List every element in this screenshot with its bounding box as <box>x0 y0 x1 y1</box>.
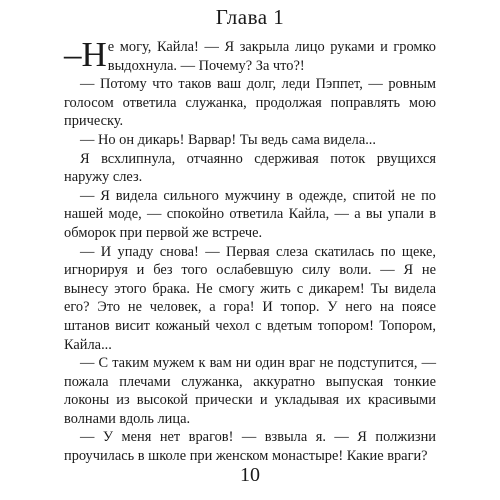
paragraph-1-text: е могу, Кайла! — Я закрыла лицо руками и громко выдохнула. — Почему? За что?! <box>107 39 436 74</box>
book-page <box>64 0 436 500</box>
paragraph-2: — Потому что таков ваш долг, леди Пэппет, — ровным голосом ответила служанка, продолжая поправлять мою прическу. <box>64 76 436 130</box>
paragraph-3: — Но он дикарь! Варвар! Ты ведь сама видела... <box>80 131 376 148</box>
paragraph-4: Я всхлипнула, отчаянно сдерживая поток рвущихся наружу слез. <box>64 150 436 186</box>
page-number: 10 <box>240 464 260 486</box>
drop-cap: –Н <box>64 35 107 74</box>
chapter-title: Глава 1 <box>215 5 285 29</box>
paragraph-7: — С таким мужем к вам ни один враг не подступится, — пожала плечами служанка, аккуратно выпуская тонкие локоны из высокой прически и укладывая их красивыми волнами вдоль лица. <box>64 355 436 427</box>
paragraph-1 <box>64 35 436 75</box>
paragraph-8: — У меня нет врагов! — взвыла я. — Я полжизни проучилась в школе при женском монастыре! Какие враги? <box>64 429 436 465</box>
paragraph-5: — Я видела сильного мужчину в одежде, спитой не по нашей моде, — спокойно ответила Кайла, — а вы упали в обморок при первой же встрече. <box>64 187 436 241</box>
paragraph-6: — И упаду снова! — Первая слеза скатилась по щеке, игнорируя и без того ослабевшую силу воли. — Я не вынесу этого брака. Не смогу жить с дикарем! Ты видела его? Это не человек, а гора! И топор. У него на поясе штанов висит кожаный чехол с вдетым топором! Топором, Кайла... <box>64 243 436 353</box>
body-text <box>64 35 436 466</box>
